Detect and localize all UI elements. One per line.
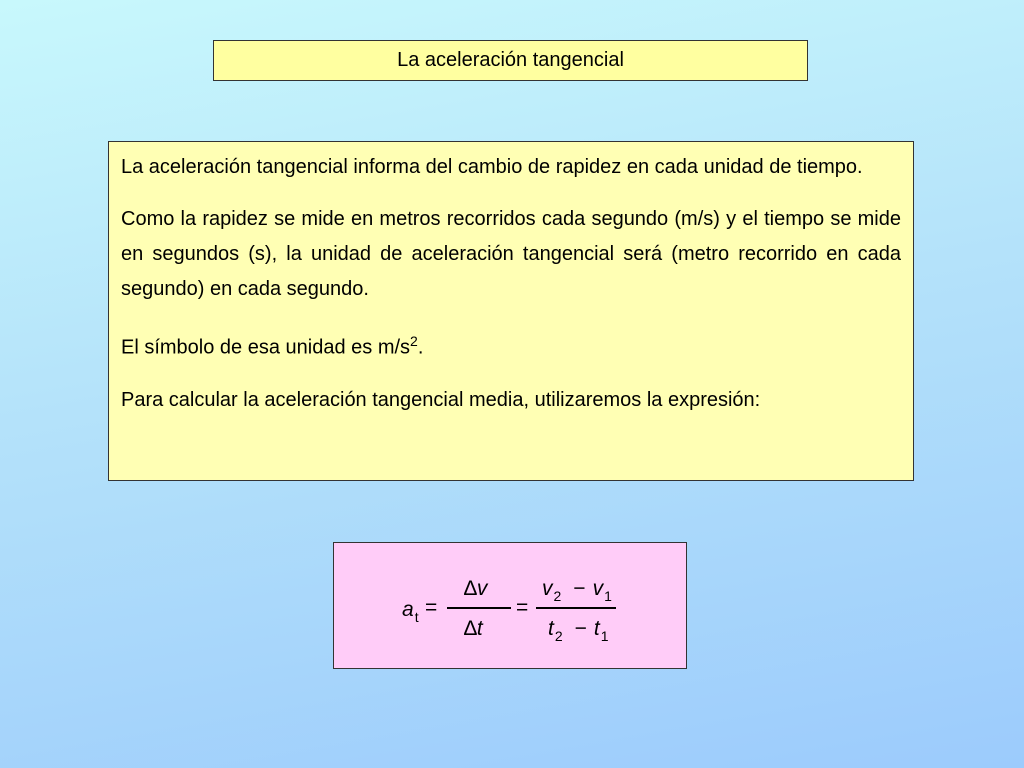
slide-title: La aceleración tangencial [397,49,624,71]
formula-box [333,542,687,669]
formula-equals-1: = [425,596,438,619]
num2-term-a-sub: 2 [553,588,562,604]
fraction-1-bar [447,607,511,609]
num1-variable: v [476,577,488,600]
den2-minus: − [574,617,587,640]
symbol-text: El símbolo de esa unidad es m/s [121,336,411,359]
den2-term-a: t [548,617,554,640]
den1-variable: t [476,617,483,640]
title-box [213,40,808,81]
paragraph-unit-explanation: Como la rapidez se mide en metros recorridos cada segundo (m/s) y el tiempo se mide en segundos (s), la unidad de aceleración tangencial será (metro recorrido en cada segundo) en cada segundo. [121,208,901,300]
fraction-2-bar [536,607,616,609]
symbol-exponent: 2 [410,333,418,349]
lhs-subscript: t [414,609,419,625]
symbol-period: . [417,336,424,359]
den2-term-a-sub: 2 [554,628,563,644]
paragraph-definition: La aceleración tangencial informa del cambio de rapidez en cada unidad de tiempo. [121,156,863,178]
fraction-1-numerator [464,578,487,599]
fraction-1-denominator [464,618,483,639]
formula-equals-2: = [516,596,529,619]
den2-term-b-sub: 1 [600,628,609,644]
formula-lhs [402,598,419,625]
num2-term-b-sub: 1 [604,588,612,604]
delta-symbol: ∆ [464,617,477,640]
delta-symbol: ∆ [464,577,477,600]
content-box [108,141,914,481]
num2-minus: − [573,577,586,600]
num2-term-b: v [592,577,604,600]
paragraph-expression-intro: Para calcular la aceleración tangencial media, utilizaremos la expresión: [121,388,761,411]
lhs-symbol: a [402,598,414,621]
fraction-2-numerator [542,577,612,604]
den2-term-b: t [593,617,600,640]
num2-term-a: v [542,577,553,600]
fraction-2-denominator [548,617,609,644]
paragraph-symbol [121,324,901,366]
